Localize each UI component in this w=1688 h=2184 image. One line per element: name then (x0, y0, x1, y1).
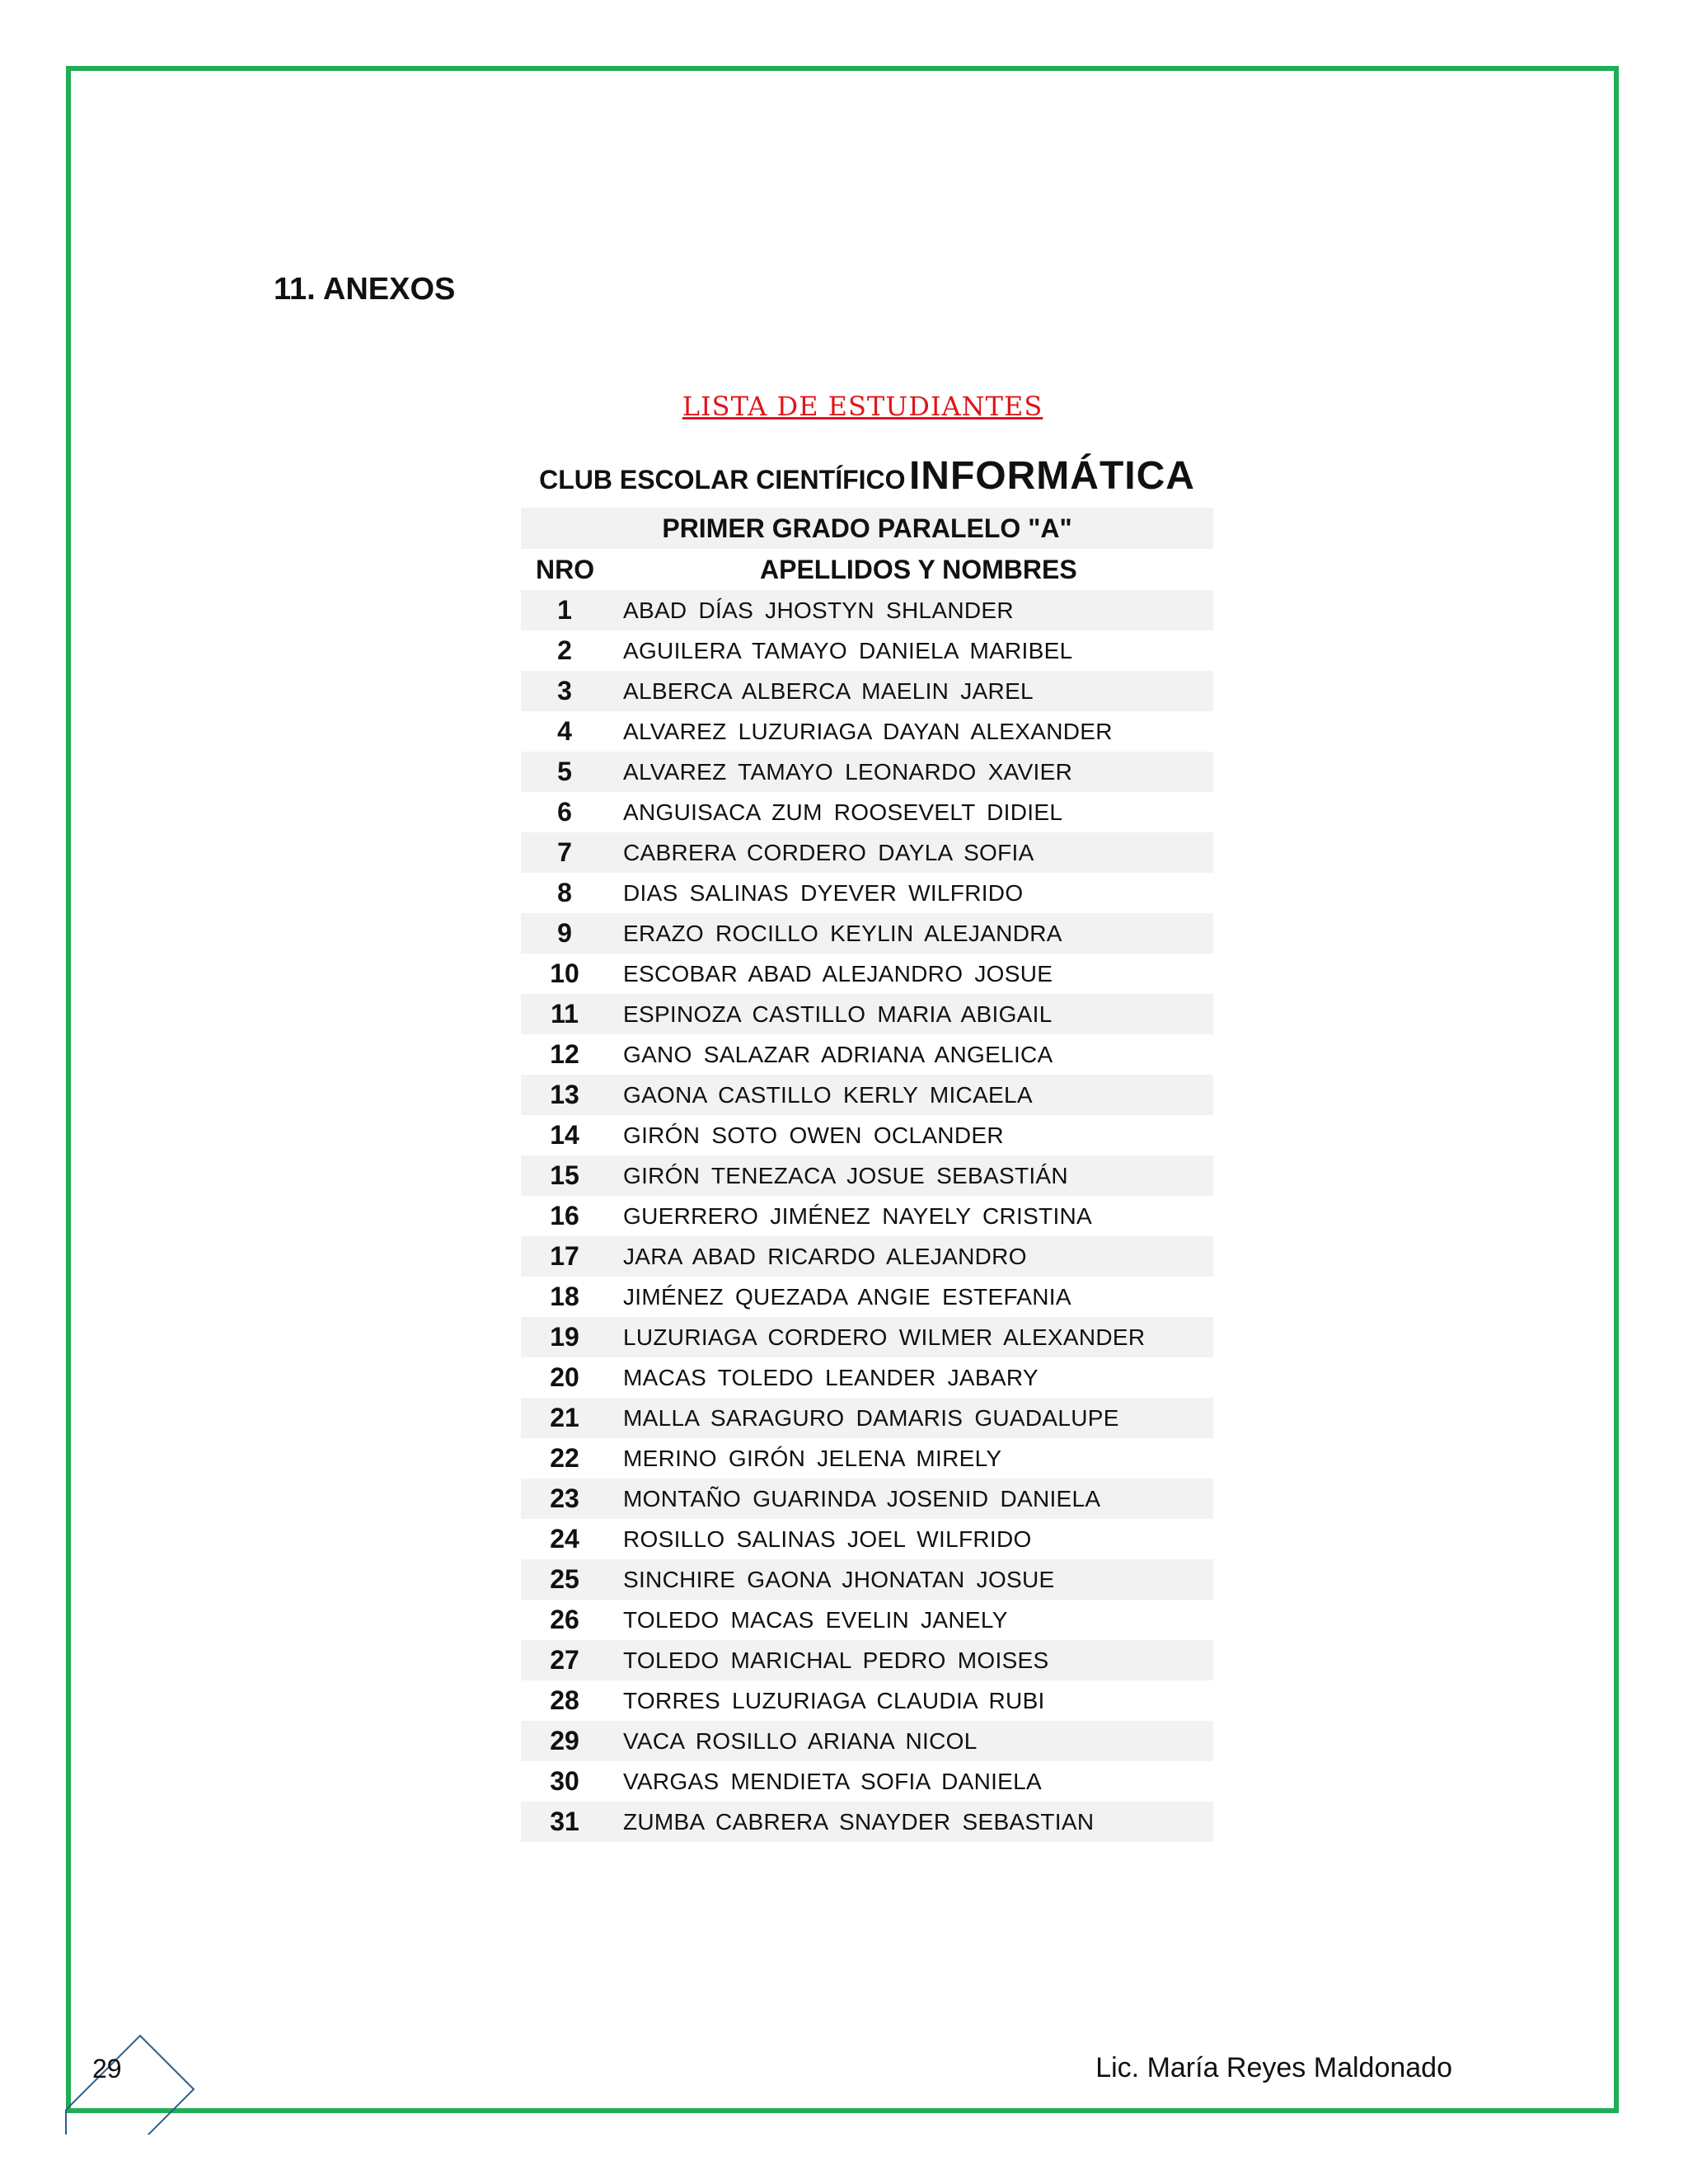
student-number: 2 (557, 635, 572, 665)
student-name: SINCHIRE GAONA JHONATAN JOSUE (623, 1567, 1055, 1592)
table-header (521, 549, 1213, 590)
table-row (521, 1680, 1213, 1721)
club-title (521, 453, 1213, 499)
student-name: ROSILLO SALINAS JOEL WILFRIDO (623, 1526, 1032, 1552)
table-row (521, 1357, 1213, 1398)
student-number: 6 (557, 797, 572, 827)
student-number: 9 (557, 918, 572, 948)
student-number: 31 (550, 1807, 579, 1836)
table-row (521, 913, 1213, 954)
student-name: ALVAREZ TAMAYO LEONARDO XAVIER (623, 759, 1073, 785)
club-name: INFORMÁTICA (908, 454, 1195, 498)
student-name: ALVAREZ LUZURIAGA DAYAN ALEXANDER (623, 719, 1113, 744)
student-number: 14 (550, 1120, 579, 1150)
table-row (521, 590, 1213, 630)
student-number: 20 (550, 1362, 579, 1392)
student-name: MERINO GIRÓN JELENA MIRELY (623, 1446, 1002, 1471)
club-prefix: CLUB ESCOLAR CIENTÍFICO (539, 465, 906, 494)
table-row (521, 1721, 1213, 1761)
student-name: LUZURIAGA CORDERO WILMER ALEXANDER (623, 1324, 1146, 1350)
table-row (521, 1519, 1213, 1559)
student-name: ERAZO ROCILLO KEYLIN ALEJANDRA (623, 921, 1062, 946)
student-number: 30 (550, 1766, 579, 1796)
table-row (521, 832, 1213, 873)
student-name: JARA ABAD RICARDO ALEJANDRO (623, 1244, 1027, 1269)
table-row (521, 873, 1213, 913)
student-number: 23 (550, 1483, 579, 1513)
student-name: MONTAÑO GUARINDA JOSENID DANIELA (623, 1486, 1101, 1511)
column-number-header: NRO (536, 555, 595, 584)
table-row (521, 1236, 1213, 1277)
student-name: TOLEDO MARICHAL PEDRO MOISES (623, 1647, 1049, 1673)
student-number: 25 (550, 1564, 579, 1594)
student-name: ESPINOZA CASTILLO MARIA ABIGAIL (623, 1001, 1053, 1027)
table-row (521, 1761, 1213, 1802)
grade-label: PRIMER GRADO PARALELO "A" (521, 508, 1213, 549)
student-number: 4 (557, 716, 572, 746)
student-number: 29 (550, 1726, 579, 1755)
student-number: 24 (550, 1524, 579, 1554)
table-row (521, 711, 1213, 752)
student-table (521, 508, 1213, 1842)
table-row (521, 752, 1213, 792)
student-number: 13 (550, 1080, 579, 1109)
student-number: 21 (550, 1403, 579, 1432)
table-row (521, 1075, 1213, 1115)
table-row (521, 630, 1213, 671)
table-row (521, 1802, 1213, 1842)
table-row (521, 1479, 1213, 1519)
student-name: VARGAS MENDIETA SOFIA DANIELA (623, 1769, 1043, 1794)
table-row (521, 1559, 1213, 1600)
student-number: 16 (550, 1201, 579, 1230)
table-row (521, 994, 1213, 1034)
student-number: 22 (550, 1443, 579, 1473)
student-number: 10 (550, 958, 579, 988)
student-number: 19 (550, 1322, 579, 1352)
student-number: 11 (551, 999, 579, 1029)
student-name: ALBERCA ALBERCA MAELIN JAREL (623, 678, 1034, 704)
student-number: 3 (557, 676, 572, 705)
table-row (521, 1034, 1213, 1075)
student-name: JIMÉNEZ QUEZADA ANGIE ESTEFANIA (623, 1284, 1071, 1310)
student-name: GANO SALAZAR ADRIANA ANGELICA (623, 1042, 1053, 1067)
student-number: 17 (550, 1241, 579, 1271)
author-name: Lic. María Reyes Maldonado (1095, 2052, 1452, 2083)
student-number: 1 (557, 595, 572, 625)
student-name: GAONA CASTILLO KERLY MICAELA (623, 1082, 1033, 1108)
table-row (521, 1277, 1213, 1317)
student-name: CABRERA CORDERO DAYLA SOFIA (623, 840, 1034, 865)
student-name: ANGUISACA ZUM ROOSEVELT DIDIEL (623, 799, 1063, 825)
student-number: 12 (550, 1039, 579, 1069)
student-number: 5 (557, 757, 572, 786)
student-name: GUERRERO JIMÉNEZ NAYELY CRISTINA (623, 1203, 1093, 1229)
student-name: DIAS SALINAS DYEVER WILFRIDO (623, 880, 1024, 906)
student-number: 15 (550, 1160, 579, 1190)
table-row (521, 1196, 1213, 1236)
table-row (521, 1155, 1213, 1196)
student-name: MACAS TOLEDO LEANDER JABARY (623, 1365, 1039, 1390)
table-row (521, 1600, 1213, 1640)
table-row (521, 671, 1213, 711)
student-number: 26 (550, 1605, 579, 1634)
page-number: 29 (92, 2054, 122, 2083)
student-number: 28 (550, 1685, 579, 1715)
table-row (521, 792, 1213, 832)
student-name: TORRES LUZURIAGA CLAUDIA RUBI (623, 1688, 1045, 1713)
table-row (521, 1640, 1213, 1680)
student-number: 8 (557, 878, 572, 907)
student-name: AGUILERA TAMAYO DANIELA MARIBEL (623, 638, 1073, 663)
student-name: ESCOBAR ABAD ALEJANDRO JOSUE (623, 961, 1053, 987)
student-name: ZUMBA CABRERA SNAYDER SEBASTIAN (623, 1809, 1095, 1835)
student-number: 27 (550, 1645, 579, 1675)
student-name: ABAD DÍAS JHOSTYN SHLANDER (623, 598, 1014, 623)
table-row (521, 954, 1213, 994)
student-name: TOLEDO MACAS EVELIN JANELY (623, 1607, 1008, 1633)
student-name: VACA ROSILLO ARIANA NICOL (623, 1728, 978, 1754)
student-name: GIRÓN SOTO OWEN OCLANDER (623, 1122, 1004, 1148)
student-number: 7 (557, 837, 572, 867)
table-row (521, 1398, 1213, 1438)
column-names-header: APELLIDOS Y NOMBRES (760, 555, 1077, 584)
section-heading: 11. ANEXOS (274, 272, 456, 307)
table-row (521, 1115, 1213, 1155)
page-corner-decoration (49, 1978, 206, 2135)
table-row (521, 1317, 1213, 1357)
list-title: LISTA DE ESTUDIANTES (682, 391, 1043, 422)
student-number: 18 (550, 1282, 579, 1311)
student-name: GIRÓN TENEZACA JOSUE SEBASTIÁN (623, 1163, 1068, 1188)
student-name: MALLA SARAGURO DAMARIS GUADALUPE (623, 1405, 1119, 1431)
table-body (521, 590, 1213, 1842)
table-row (521, 1438, 1213, 1479)
